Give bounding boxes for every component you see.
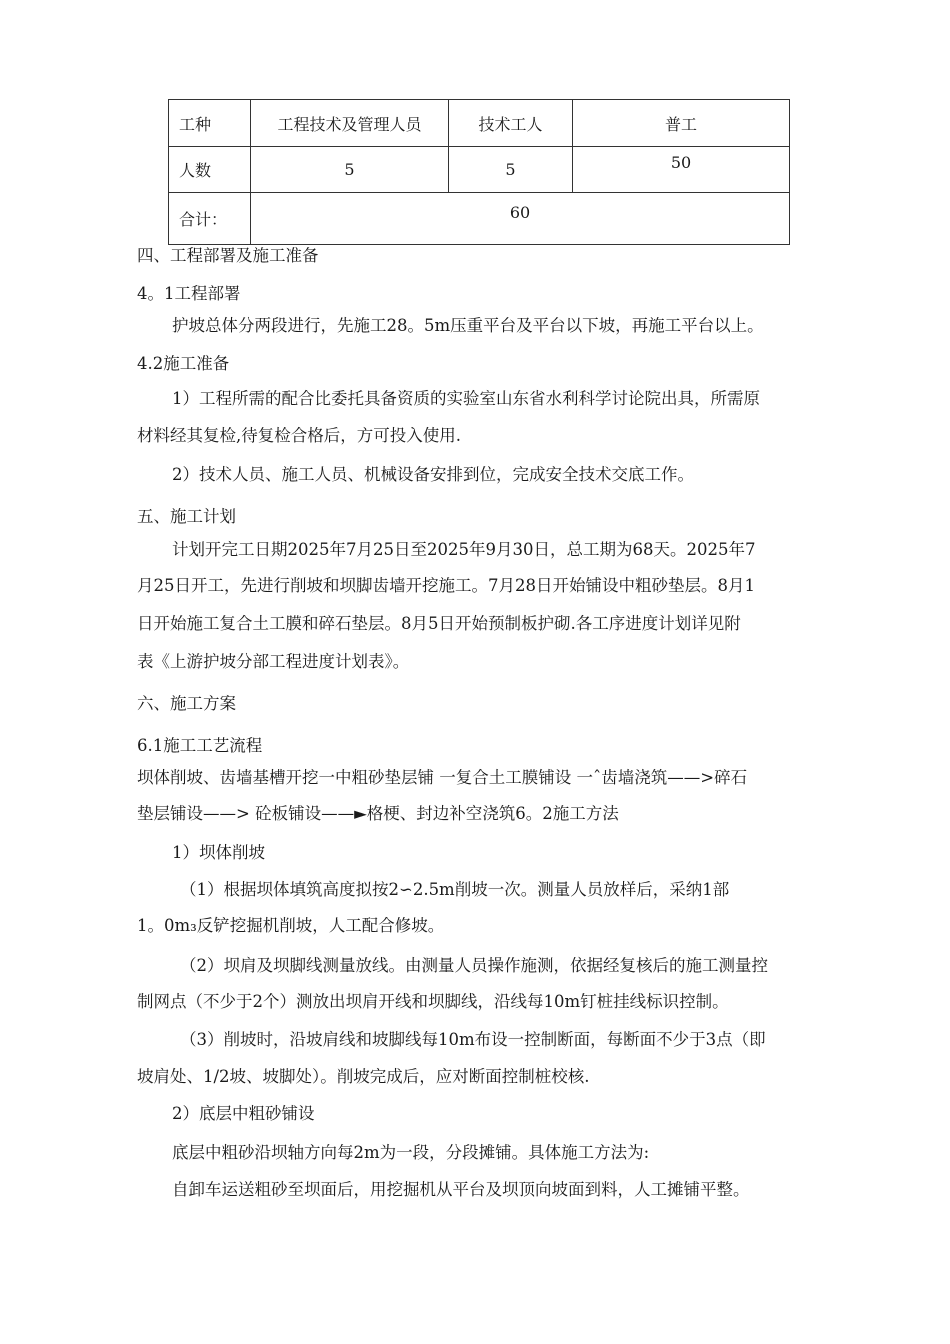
table-cell: 人数 [169, 147, 251, 193]
paragraph-line: （2）坝肩及坝脚线测量放线。由测量人员操作施测，依据经复核后的施工测量控 [180, 956, 768, 975]
paragraph-line: 制网点（不少于2个）测放出坝肩开线和坝脚线，沿线每10m钉桩挂线标识控制。 [137, 992, 729, 1011]
table-cell: 合计： [169, 193, 251, 245]
paragraph-line: 2）技术人员、施工人员、机械设备安排到位，完成安全技术交底工作。 [172, 465, 694, 484]
table-row [169, 193, 790, 245]
section-heading: 五、施工计划 [137, 507, 236, 526]
paragraph-line: 护坡总体分两段进行，先施工28。5m压重平台及平台以下坡，再施工平台以上。 [172, 316, 764, 335]
subsection-heading: 2）底层中粗砂铺设 [172, 1104, 315, 1123]
paragraph-line: （1）根据坝体填筑高度拟按2∽2.5m削坡一次。测量人员放样后，采纳1部 [180, 880, 730, 899]
subsection-heading: 4.2施工准备 [137, 354, 230, 373]
table-cell: 5 [251, 147, 449, 193]
table-cell: 50 [573, 147, 790, 193]
table-header-cell: 普工 [573, 100, 790, 147]
table-row [169, 100, 790, 147]
table-header-cell: 工程技术及管理人员 [251, 100, 449, 147]
paragraph-line: 坝体削坡、齿墙基槽开挖一中粗砂垫层铺 一复合土工膜铺设 一ˆ齿墙浇筑——>碎石 [137, 768, 748, 787]
table-cell: 60 [251, 193, 790, 245]
paragraph-line: 1）工程所需的配合比委托具备资质的实验室山东省水利科学讨论院出具，所需原 [172, 389, 760, 408]
paragraph-line: 自卸车运送粗砂至坝面后，用挖掘机从平台及坝顶向坡面到料，人工摊铺平整。 [172, 1180, 750, 1199]
subsection-heading: 6.1施工工艺流程 [137, 736, 263, 755]
paragraph-line: 计划开完工日期2025年7月25日至2025年9月30日，总工期为68天。2025年7 [172, 540, 756, 559]
paragraph-line: 坡肩处、1/2坡、坡脚处）。削坡完成后，应对断面控制桩校核. [137, 1067, 590, 1086]
subsection-heading: 1）坝体削坡 [172, 843, 265, 862]
staffing-table [168, 99, 790, 245]
paragraph-line: 日开始施工复合土工膜和碎石垫层。8月5日开始预制板护砌.各工序进度计划详见附 [137, 614, 741, 633]
paragraph-line: 底层中粗砂沿坝轴方向每2m为一段，分段摊铺。具体施工方法为: [172, 1143, 650, 1162]
subsection-heading: 4。1工程部署 [137, 284, 241, 303]
paragraph-line: 1。0m₃反铲挖掘机削坡，人工配合修坡。 [137, 916, 445, 935]
paragraph-line: 月25日开工，先进行削坡和坝脚齿墙开挖施工。7月28日开始铺设中粗砂垫层。8月1 [137, 576, 755, 595]
paragraph-line: （3）削坡时，沿坡肩线和坡脚线每10m布设一控制断面，每断面不少于3点（即 [180, 1030, 766, 1049]
paragraph-line: 垫层铺设——> 砼板铺设——►格梗、封边补空浇筑6。2施工方法 [137, 804, 619, 823]
paragraph-line: 表《上游护坡分部工程进度计划表》。 [137, 652, 410, 671]
section-heading: 四、工程部署及施工准备 [137, 246, 319, 265]
table-header-cell: 技术工人 [449, 100, 573, 147]
paragraph-line: 材料经其复检,待复检合格后，方可投入使用. [137, 426, 461, 445]
section-heading: 六、施工方案 [137, 694, 236, 713]
table-cell: 5 [449, 147, 573, 193]
table-header-cell: 工种 [169, 100, 251, 147]
table-row [169, 147, 790, 193]
